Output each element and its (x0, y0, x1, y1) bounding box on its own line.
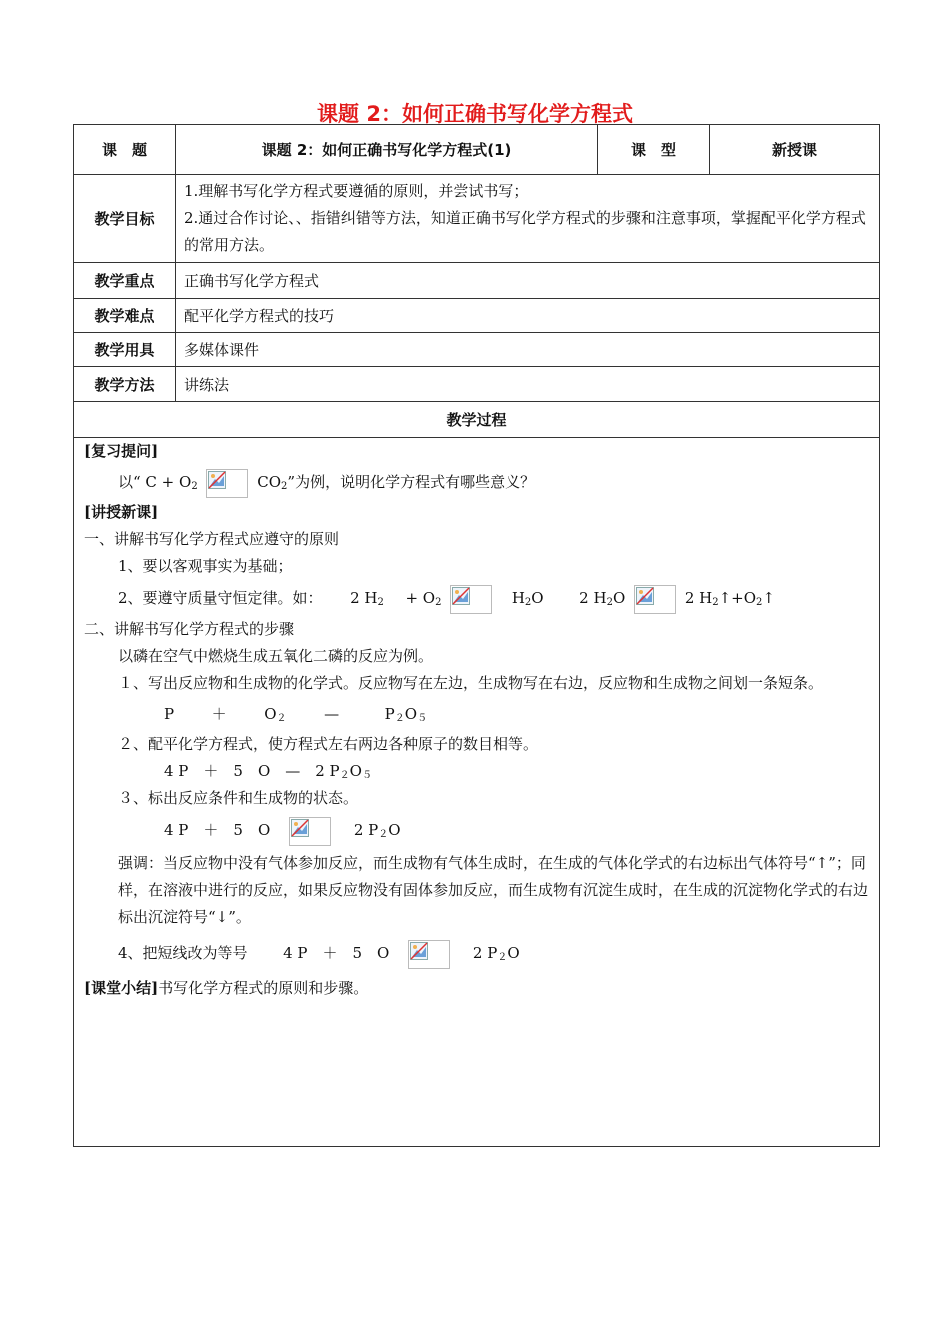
equation-part: O (612, 589, 626, 607)
subscript: ２ (339, 770, 350, 781)
topic-row (74, 125, 880, 175)
process-row (74, 438, 880, 1147)
emphasis-note (84, 850, 879, 931)
process-heading: 教学过程 (74, 402, 880, 438)
subscript: ２ (378, 829, 389, 840)
review-text: 以“ C + O (118, 473, 192, 491)
method-row (74, 367, 880, 402)
equation-part: O (531, 589, 544, 607)
key-point-row (74, 263, 880, 299)
type-label: 课 型 (598, 125, 710, 175)
step-1-equation (84, 697, 879, 731)
review-question (84, 465, 879, 499)
key-point-label: 教学重点 (74, 263, 176, 299)
subscript: 2 (435, 597, 442, 608)
subscript: ２ (394, 713, 405, 724)
equation-part: 2 P (472, 944, 498, 962)
subscript: ２ (497, 952, 508, 963)
difficulty-value: 配平化学方程式的技巧 (176, 299, 880, 333)
difficulty-label: 教学难点 (74, 299, 176, 333)
section-1-item-2 (84, 580, 879, 616)
step-4 (84, 931, 879, 975)
equation-part: ↑ (762, 589, 775, 607)
tools-row (74, 333, 880, 367)
goals-label: 教学目标 (74, 175, 176, 263)
section-2-heading: 二、讲解书写化学方程式的步骤 (84, 620, 295, 638)
equation-part: O (388, 821, 401, 839)
equation-part: O (404, 705, 418, 723)
subscript: 2 (377, 597, 384, 608)
method-value: 讲练法 (176, 367, 880, 402)
summary (84, 975, 879, 1002)
goal-item: 1.理解书写化学方程式要遵循的原则，并尝试书写； (184, 182, 529, 200)
review-tag: [复习提问] (84, 442, 159, 460)
difficulty-row (74, 299, 880, 333)
broken-image-icon (634, 585, 676, 614)
broken-image-icon (450, 585, 492, 614)
subscript: 2 (756, 597, 763, 608)
new-lesson-tag: [讲授新课] (84, 503, 159, 521)
method-label: 教学方法 (74, 367, 176, 402)
type-value: 新授课 (710, 125, 880, 175)
equation-part: 2 H (684, 589, 713, 607)
equation-part: O (349, 762, 362, 780)
equation-part: 4 P ＋ 5 O — 2 P (164, 762, 340, 780)
equation-part: P (164, 705, 175, 723)
equation-part: ＋ (211, 705, 227, 723)
subscript: 2 (712, 597, 719, 608)
tools-value: 多媒体课件 (176, 333, 880, 367)
subscript: 2 (191, 481, 198, 492)
equation-part: — (324, 705, 340, 723)
equation-part: 2 H (350, 589, 378, 607)
lesson-plan-table (73, 124, 880, 1147)
section-1-item-1: 1、要以客观事实为基础； (118, 557, 293, 575)
equation-part: O (507, 944, 520, 962)
summary-tag: [课堂小结] (84, 979, 159, 997)
topic-value: 课题 2：如何正确书写化学方程式(1) (176, 125, 598, 175)
summary-text: 书写化学方程式的原则和步骤。 (158, 979, 369, 997)
topic-label: 课 题 (74, 125, 176, 175)
item-text: 2、要遵守质量守恒定律。如： (118, 589, 323, 607)
subscript: ２ (276, 713, 287, 724)
emphasis-text: 强调：当反应物中没有气体参加反应，而生成物有气体生成时，在生成的气体化学式的右边标出气体符号“↑”；同样，在溶液中进行的反应，如果反应物没有固体参加反应，而生成物有沉淀生成时，在生成的沉淀物化学式的右边标出沉淀符号“↓”。 (118, 854, 869, 926)
subscript: 2 (281, 481, 288, 492)
process-heading-row (74, 402, 880, 438)
equation-part: 4 P ＋ 5 O (164, 821, 271, 839)
step-text: １、写出反应物和生成物的化学式。反应物写在左边，生成物写在右边，反应物和生成物之间划一条短条。 (118, 674, 824, 692)
subscript: 2 (606, 597, 613, 608)
subscript: ５ (361, 770, 372, 781)
step-3: ３、标出反应条件和生成物的状态。 (118, 789, 359, 807)
subscript: ５ (417, 713, 428, 724)
tools-label: 教学用具 (74, 333, 176, 367)
goal-item: 2.通过合作讨论、、指错纠错等方法，知道正确书写化学方程式的步骤和注意事项，掌握配平化学方程式的常用方法。 (184, 209, 866, 254)
step-2: ２、配平化学方程式，使方程式左右两边各种原子的数目相等。 (118, 735, 539, 753)
equation-part: + O (405, 589, 436, 607)
step-text: 4、把短线改为等号 (118, 944, 248, 962)
broken-image-icon (408, 940, 450, 969)
equation-part: H (511, 589, 525, 607)
goals-content (176, 175, 880, 263)
equation-part: P (384, 705, 395, 723)
step-1 (84, 670, 879, 697)
key-point-value: 正确书写化学方程式 (176, 263, 880, 299)
equation-part: ↑+O (718, 589, 757, 607)
subscript: 2 (524, 597, 532, 608)
section-1-heading: 一、讲解书写化学方程式应遵守的原则 (84, 530, 340, 548)
equation-part: 4 P ＋ 5 O (283, 944, 390, 962)
document-title: 课题 2：如何正确书写化学方程式 (317, 102, 633, 126)
equation-part: 2 P (353, 821, 379, 839)
goals-row (74, 175, 880, 263)
broken-image-icon (289, 817, 331, 846)
review-text: ”为例，说明化学方程式有哪些意义？ (287, 473, 536, 491)
equation-part: O (264, 705, 277, 723)
process-content (74, 438, 880, 1147)
section-2-intro: 以磷在空气中燃烧生成五氧化二磷的反应为例。 (118, 647, 434, 665)
step-2-equation (84, 758, 879, 785)
broken-image-icon (206, 469, 248, 498)
step-3-equation (84, 812, 879, 848)
review-text: CO (257, 473, 282, 491)
equation-part: 2 H (579, 589, 607, 607)
